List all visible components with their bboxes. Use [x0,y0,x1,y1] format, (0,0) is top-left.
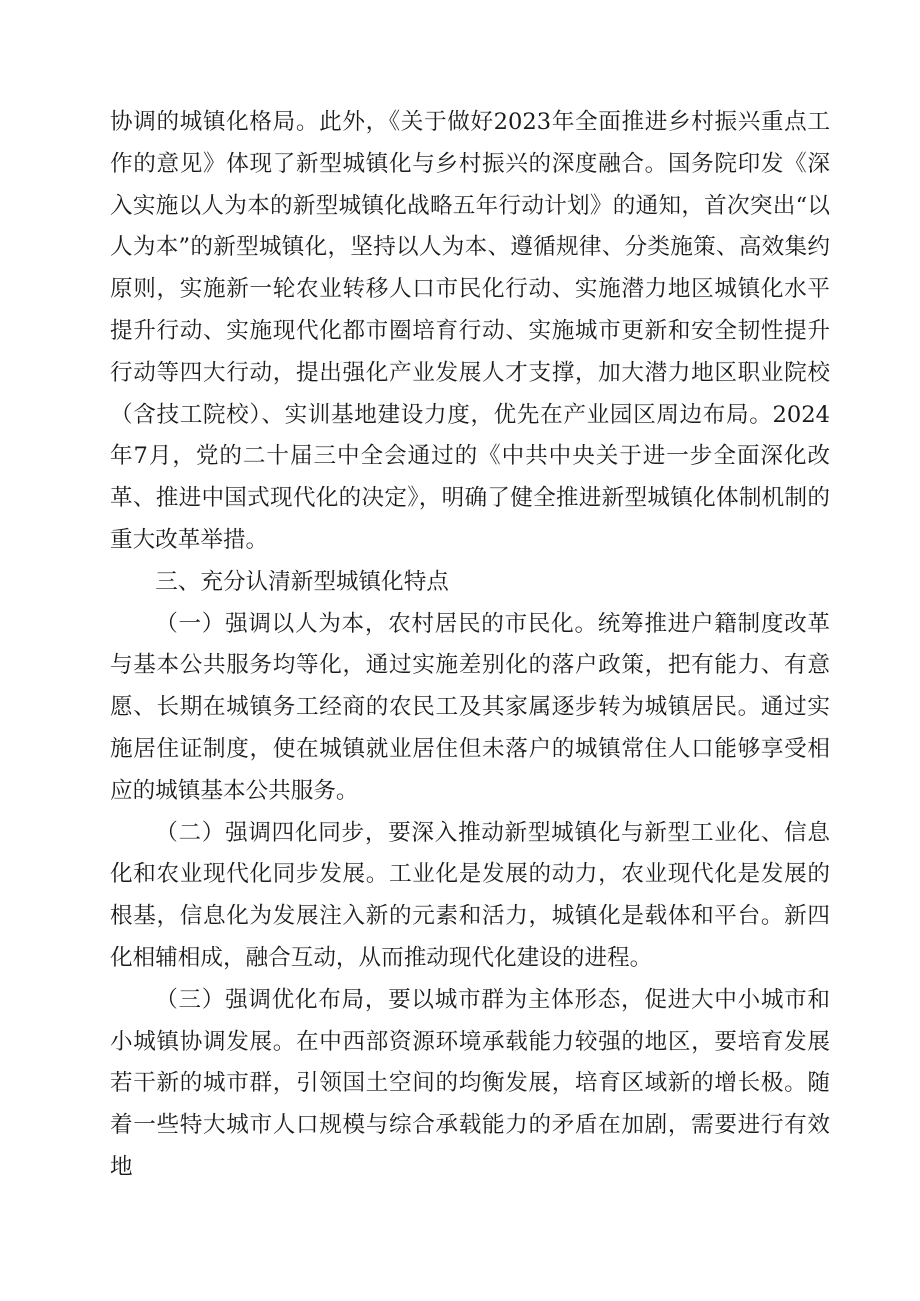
paragraph-optimize-layout: （三）强调优化布局，要以城市群为主体形态，促进大中小城市和小城镇协调发展。在中西部资源环境承载能力较强的地区，要培育发展若干新的城市群，引领国土空间的均衡发展，培育区域新的增长极。随着一些特大城市人口规模与综合承载能力的矛盾在加剧，需要进行有效地 [110,986,830,1180]
body-text [110,102,830,1189]
paragraph-four-modernizations: （二）强调四化同步，要深入推动新型城镇化与新型工业化、信息化和农业现代化同步发展。工业化是发展的动力，农业现代化是发展的根基，信息化为发展注入新的元素和活力，城镇化是载体和平台。新四化相辅相成，融合互动，从而推动现代化建设的进程。 [110,819,830,971]
paragraph-people-centered: （一）强调以人为本，农村居民的市民化。统筹推进户籍制度改革与基本公共服务均等化，通过实施差别化的落户政策，把有能力、有意愿、长期在城镇务工经商的农民工及其家属逐步转为城镇居民。通过实施居住证制度，使在城镇就业居住但未落户的城镇常住人口能够享受相应的城镇基本公共服务。 [110,610,830,804]
section-heading: 三、充分认清新型城镇化特点 [155,568,449,595]
paragraph-continuation: 协调的城镇化格局。此外，《关于做好2023年全面推进乡村振兴重点工作的意见》体现了新型城镇化与乡村振兴的深度融合。国务院印发《深入实施以人为本的新型城镇化战略五年行动计划》的通知，首次突出“以人为本”的新型城镇化，坚持以人为本、遵循规律、分类施策、高效集约原则，实施新一轮农业转移人口市民化行动、实施潜力地区城镇化水平提升行动、实施现代化都市圈培育行动、实施城市更新和安全韧性提升行动等四大行动，提出强化产业发展人才支撑，加大潜力地区职业院校（含技工院校）、实训基地建设力度，优先在产业园区周边布局。2024年7月，党的二十届三中全会通过的《中共中央关于进一步全面深化改革、推进中国式现代化的决定》，明确了健全推进新型城镇化体制机制的重大改革举措。 [110,109,830,553]
